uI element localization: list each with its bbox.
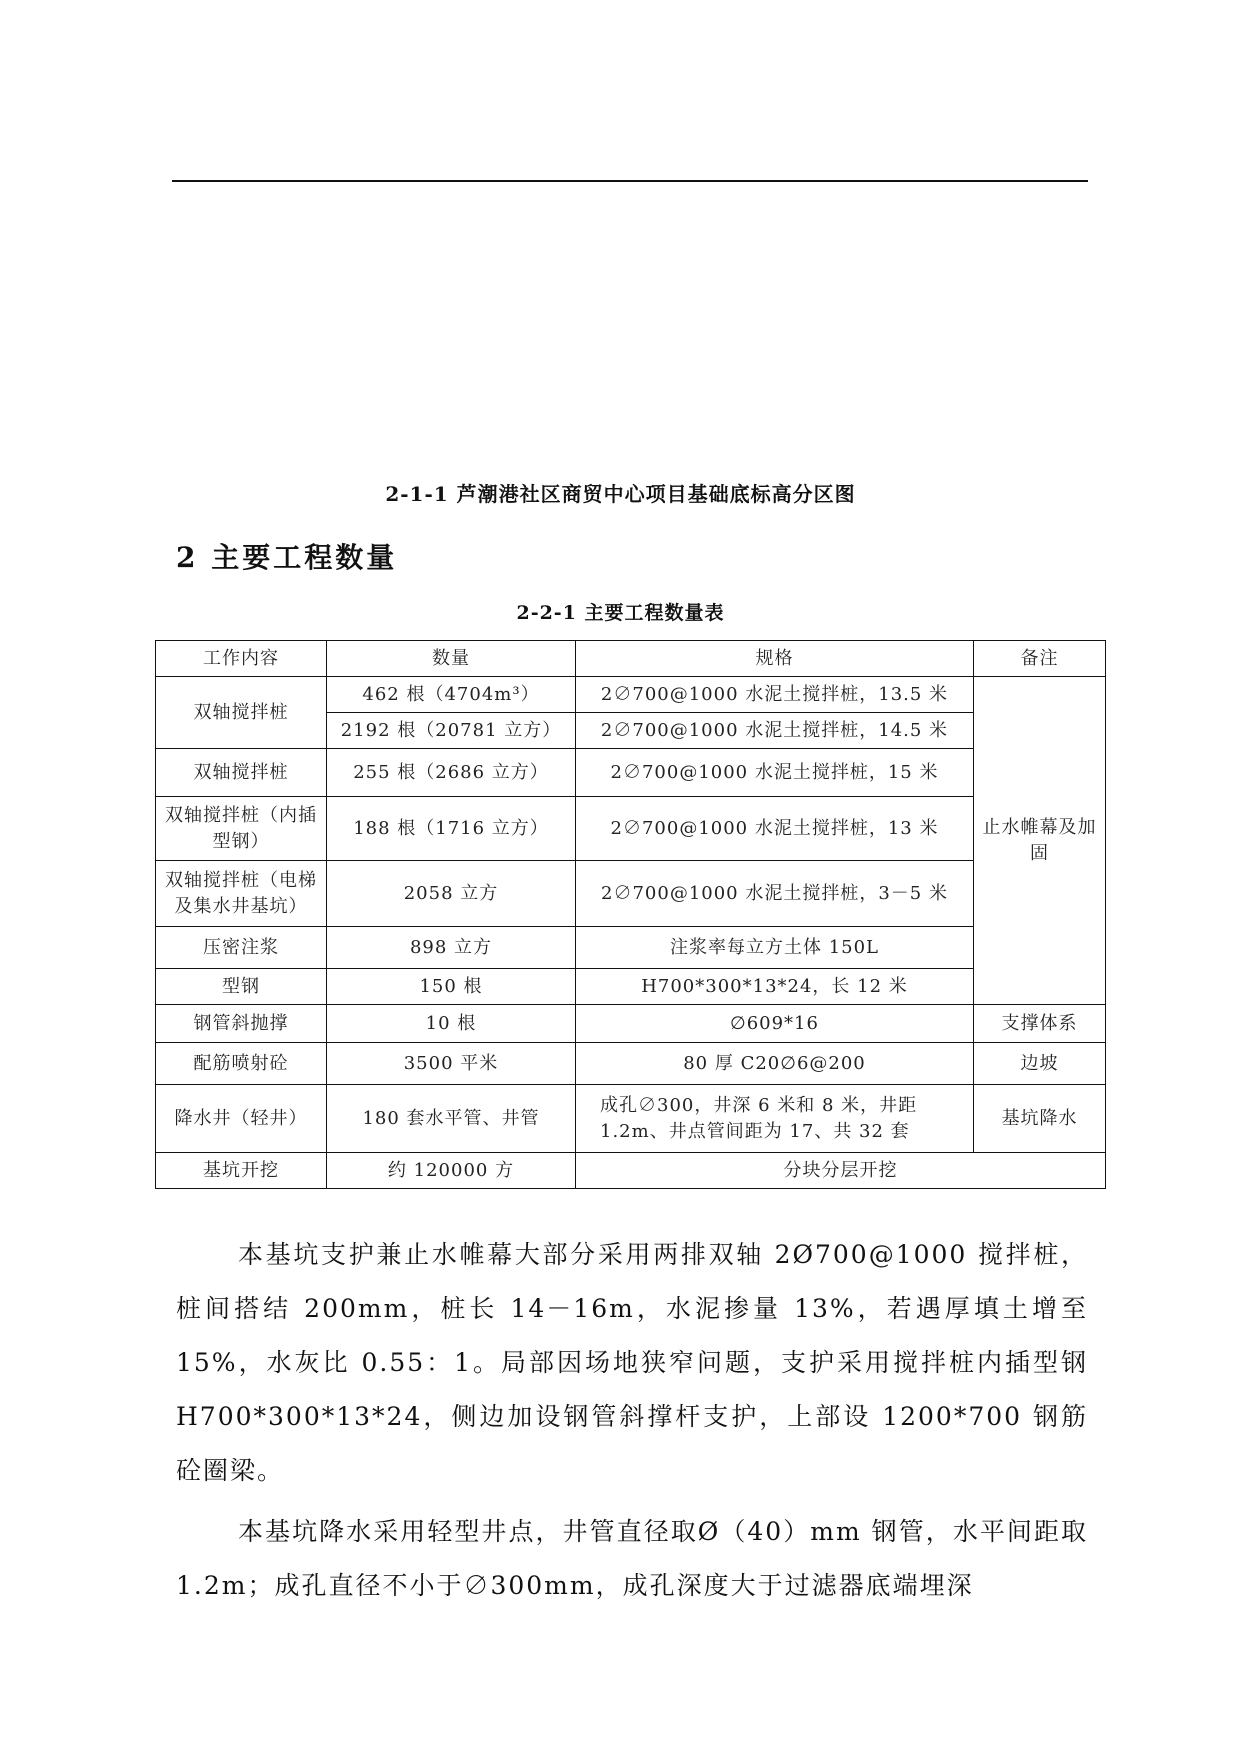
table-caption: 2-2-1 主要工程数量表: [516, 602, 725, 624]
work-cell: 钢管斜抛撑: [156, 1005, 327, 1043]
spec-cell: 成孔∅300，井深 6 米和 8 米，井距 1.2m、井点管间距为 17、共 32 套: [576, 1085, 974, 1153]
qty-cell: 2058 立方: [327, 861, 576, 927]
body-paragraph: 本基坑支护兼止水帷幕大部分采用两排双轴 2Ø700@1000 搅拌桩，桩间搭结 200mm，桩长 14－16m，水泥掺量 13%，若遇厚填土增至 15%，水灰比 0.55：1。局部因场地狭窄问题，支护采用搅拌桩内插型钢 H700*300*13*24，侧边加设钢管斜撑杆支护，上部设 1200*700 钢筋砼圈梁。: [176, 1240, 1088, 1485]
spec-cell: 2∅700@1000 水泥土搅拌桩，13.5 米: [576, 677, 974, 713]
work-cell: 基坑开挖: [156, 1153, 327, 1189]
section-heading: 2 主要工程数量: [176, 541, 398, 574]
qty-cell: 150 根: [327, 969, 576, 1005]
spec-cell: ∅609*16: [576, 1005, 974, 1043]
work-cell: 型钢: [156, 969, 327, 1005]
qty-cell: 3500 平米: [327, 1043, 576, 1085]
table-row: [156, 797, 1106, 861]
qty-cell: 255 根（2686 立方）: [327, 749, 576, 797]
header-cell: 数量: [327, 641, 576, 677]
qty-cell: 180 套水平管、井管: [327, 1085, 576, 1153]
header-cell: 工作内容: [156, 641, 327, 677]
note-cell: 支撑体系: [974, 1005, 1106, 1043]
spec-cell: 2∅700@1000 水泥土搅拌桩，3－5 米: [576, 861, 974, 927]
work-cell: 配筋喷射砼: [156, 1043, 327, 1085]
table-row: [156, 749, 1106, 797]
qty-cell: 2192 根（20781 立方）: [327, 713, 576, 749]
qty-cell: 462 根（4704m³）: [327, 677, 576, 713]
note-cell: 止水帷幕及加固: [974, 677, 1106, 1005]
spec-cell: 80 厚 C20∅6@200: [576, 1043, 974, 1085]
table-header-row: [156, 641, 1106, 677]
work-cell: 双轴搅拌桩: [156, 677, 327, 749]
quantity-table: [155, 640, 1106, 1189]
spec-cell: 2∅700@1000 水泥土搅拌桩，14.5 米: [576, 713, 974, 749]
table-row: [156, 969, 1106, 1005]
qty-cell: 约 120000 方: [327, 1153, 576, 1189]
table-row: [156, 677, 1106, 713]
body-paragraph: 本基坑降水采用轻型井点，井管直径取Ø（40）mm 钢管，水平间距取 1.2m；成孔直径不小于∅300mm，成孔深度大于过滤器底端埋深: [176, 1517, 1088, 1600]
table-row: [156, 861, 1106, 927]
spec-cell: H700*300*13*24，长 12 米: [576, 969, 974, 1005]
qty-cell: 188 根（1716 立方）: [327, 797, 576, 861]
spec-cell: 2∅700@1000 水泥土搅拌桩，15 米: [576, 749, 974, 797]
table-row: [156, 1005, 1106, 1043]
qty-cell: 10 根: [327, 1005, 576, 1043]
table-row: [156, 1085, 1106, 1153]
spec-cell: 注浆率每立方土体 150L: [576, 927, 974, 969]
header-cell: 规格: [576, 641, 974, 677]
spec-cell: 2∅700@1000 水泥土搅拌桩，13 米: [576, 797, 974, 861]
note-cell: 边坡: [974, 1043, 1106, 1085]
work-cell: 双轴搅拌桩（电梯及集水井基坑）: [156, 861, 327, 927]
spec-cell: 分块分层开挖: [576, 1153, 1106, 1189]
work-cell: 双轴搅拌桩: [156, 749, 327, 797]
work-cell: 降水井（轻井）: [156, 1085, 327, 1153]
note-cell: 基坑降水: [974, 1085, 1106, 1153]
header-rule: [172, 180, 1088, 182]
header-cell: 备注: [974, 641, 1106, 677]
qty-cell: 898 立方: [327, 927, 576, 969]
work-cell: 双轴搅拌桩（内插型钢）: [156, 797, 327, 861]
table-row: [156, 1043, 1106, 1085]
table-row: [156, 927, 1106, 969]
figure-caption: 2-1-1 芦潮港社区商贸中心项目基础底标高分区图: [385, 482, 856, 506]
table-row: [156, 1153, 1106, 1189]
work-cell: 压密注浆: [156, 927, 327, 969]
